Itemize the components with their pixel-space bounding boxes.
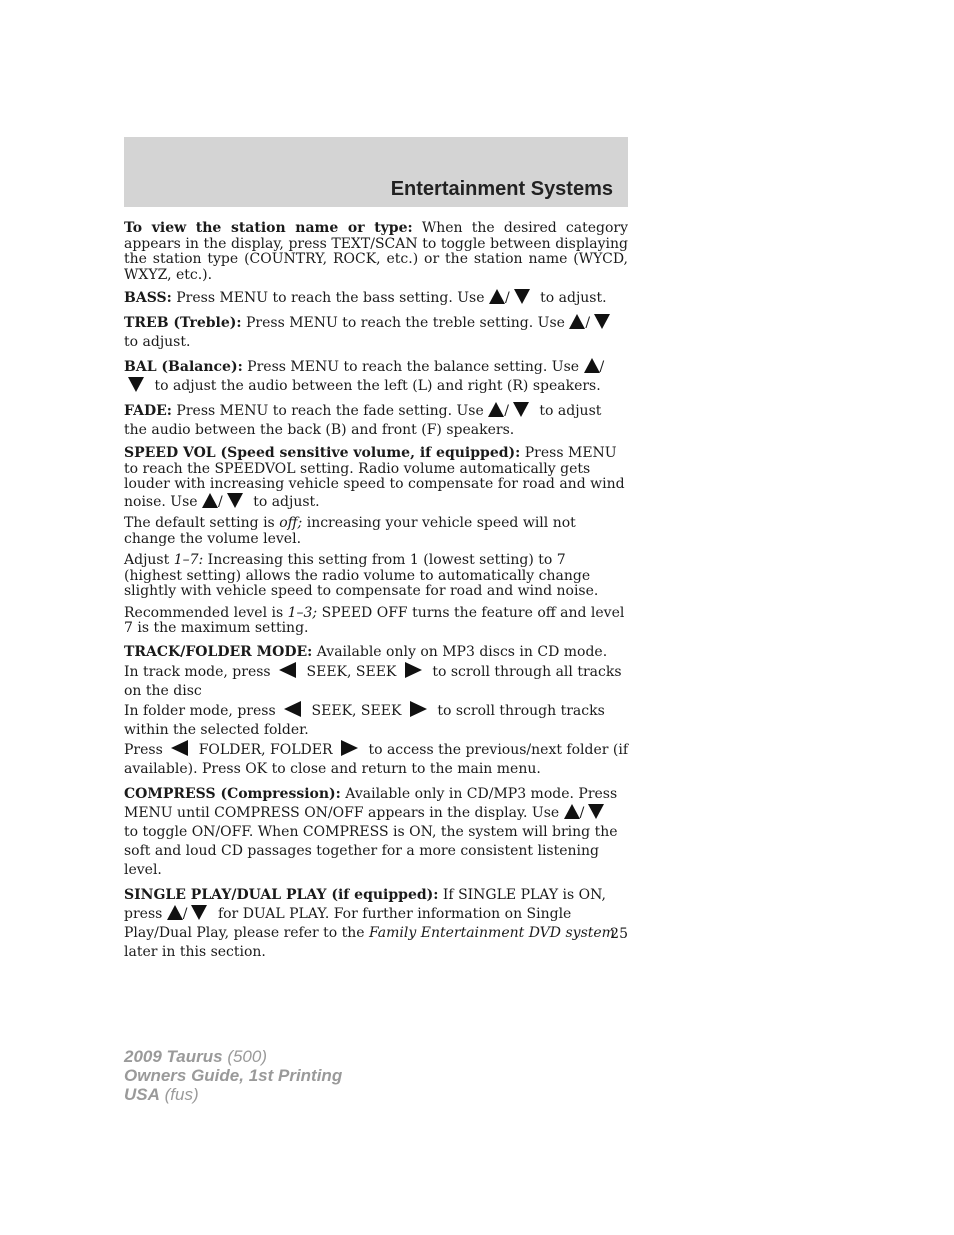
treble-paragraph: TREB (Treble): Press MENU to reach the treble setting. Use / to adjust.	[124, 314, 628, 352]
station-name-lead: To view the station name or type:	[124, 220, 413, 236]
speed-vol-paragraph: SPEED VOL (Speed sensitive volume, if equipped): Press MENU to reach the SPEEDVOL setting. Radio volume automatically gets louder with increasing vehicle speed to compensate for road and wind noise. Use / to adjust.	[124, 445, 625, 510]
up-arrow-icon	[167, 905, 183, 920]
up-arrow-icon	[569, 314, 585, 329]
adjust-paragraph: Adjust 1–7: Increasing this setting from 1 (lowest setting) to 7 (highest setting) allows the radio volume to automatically change slightly with vehicle speed to compensate for road and wind noise.	[124, 552, 599, 599]
page-content	[124, 221, 628, 968]
left-arrow-icon	[279, 662, 296, 678]
document-footer: 2009 Taurus (500) Owners Guide, 1st Printing USA (fus)	[124, 1047, 343, 1104]
bass-paragraph: BASS: Press MENU to reach the bass setting. Use / to adjust.	[124, 290, 607, 306]
section-header-band	[124, 137, 628, 207]
right-arrow-icon	[405, 662, 422, 678]
down-arrow-icon	[514, 289, 530, 304]
page-number: 25	[610, 926, 628, 942]
up-arrow-icon	[489, 289, 505, 304]
down-arrow-icon	[191, 905, 207, 920]
up-arrow-icon	[202, 493, 218, 508]
left-arrow-icon	[284, 701, 301, 717]
up-arrow-icon	[564, 804, 580, 819]
default-setting-paragraph: The default setting is off; increasing your vehicle speed will not change the volume level.	[124, 515, 576, 547]
fade-paragraph: FADE: Press MENU to reach the fade setting. Use / to adjust the audio between the back (B) and front (F) speakers.	[124, 403, 602, 438]
down-arrow-icon	[513, 402, 529, 417]
down-arrow-icon	[227, 493, 243, 508]
up-arrow-icon	[584, 358, 600, 373]
right-arrow-icon	[341, 740, 358, 756]
left-arrow-icon	[171, 740, 188, 756]
down-arrow-icon	[128, 377, 144, 392]
recommended-paragraph: Recommended level is 1–3; SPEED OFF turns the feature off and level 7 is the maximum setting.	[124, 604, 625, 636]
down-arrow-icon	[588, 804, 604, 819]
compress-paragraph: COMPRESS (Compression): Available only in CD/MP3 mode. Press MENU until COMPRESS ON/OFF appears in the display. Use / to toggle ON/OFF. When COMPRESS is ON, the system will bring the soft and loud CD passages together for a more consistent listening level.	[124, 785, 618, 878]
station-name-paragraph: To view the station name or type: When the desired category appears in the display, press TEXT/SCAN to toggle between displaying the station type (COUNTRY, ROCK, etc.) or the station name (WYCD, WXYZ, etc.).	[124, 220, 628, 283]
up-arrow-icon	[488, 402, 504, 417]
single-play-paragraph: SINGLE PLAY/DUAL PLAY (if equipped): If SINGLE PLAY is ON, press / for DUAL PLAY. For further information on Single Play/Dual Play, please refer to the Family Entertainment DVD system later in this section.	[124, 886, 615, 960]
section-title: Entertainment Systems	[390, 178, 613, 200]
balance-paragraph: BAL (Balance): Press MENU to reach the balance setting. Use / to adjust the audio between the left (L) and right (R) speakers.	[124, 359, 605, 394]
down-arrow-icon	[594, 314, 610, 329]
track-folder-paragraph: TRACK/FOLDER MODE: Available only on MP3 discs in CD mode. In track mode, press SEEK, SEEK to scroll through all tracks on the disc In folder mode, press SEEK, SEEK to scroll through tracks within the selected folder. Press FOLDER, FOLDER to access the previous/next folder (if available). Press OK to close and return to the main menu.	[124, 643, 629, 777]
right-arrow-icon	[410, 701, 427, 717]
